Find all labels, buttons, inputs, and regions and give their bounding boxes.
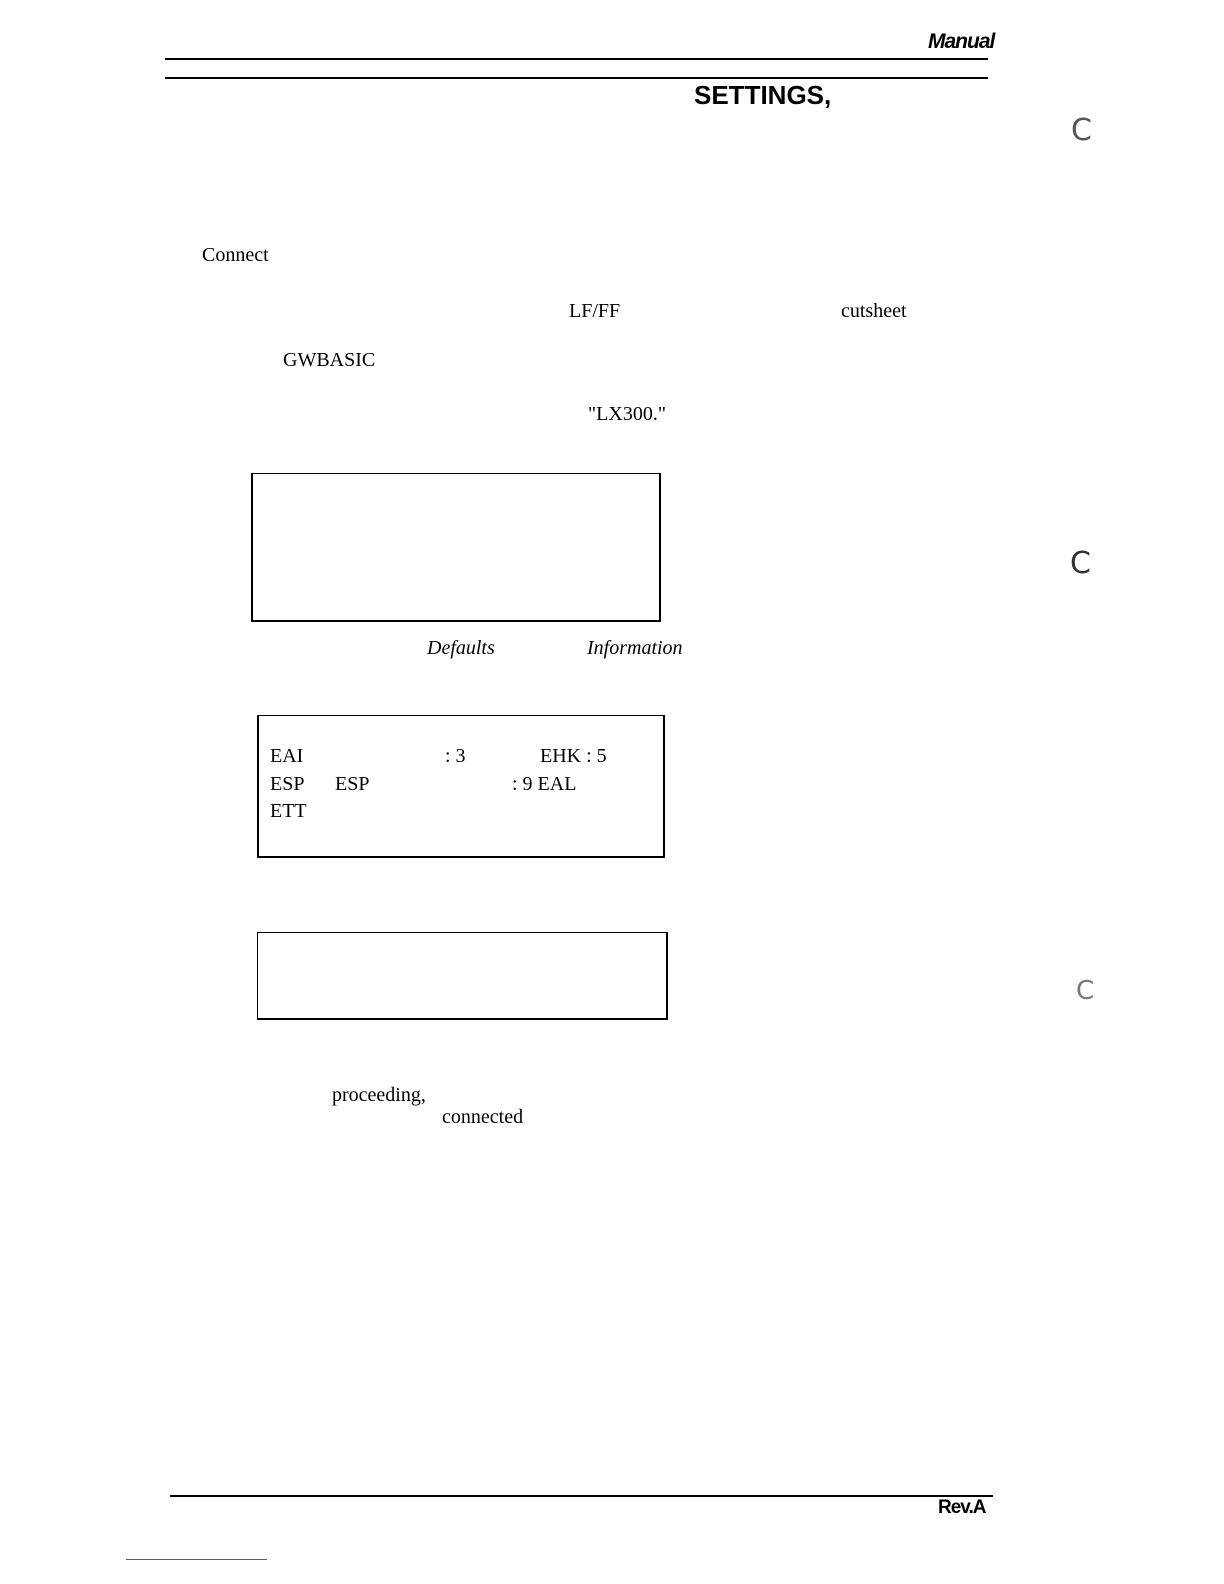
box2-row3-col1: ETT bbox=[270, 800, 307, 822]
binder-hole-mark-icon: C bbox=[1070, 546, 1091, 581]
box2-row1-col2: : 3 bbox=[445, 745, 466, 767]
gwbasic-text: GWBASIC bbox=[283, 349, 376, 371]
text-box-2 bbox=[257, 715, 665, 858]
box2-row2-col1: ESP bbox=[270, 773, 305, 795]
footer-rule bbox=[170, 1495, 993, 1497]
box2-row1-col3: EHK : 5 bbox=[540, 745, 607, 767]
connect-text: Connect bbox=[202, 244, 269, 266]
box2-row2-col2: ESP bbox=[335, 773, 370, 795]
text-box-3 bbox=[257, 932, 668, 1020]
binder-hole-mark-icon: C bbox=[1076, 976, 1095, 1006]
section-heading: SETTINGS, bbox=[694, 80, 832, 110]
link-underline[interactable] bbox=[126, 1559, 267, 1560]
caption-defaults: Defaults bbox=[427, 637, 495, 659]
lx300-text: "LX300." bbox=[588, 403, 666, 425]
proceeding-text: proceeding, bbox=[332, 1084, 426, 1106]
lfff-text: LF/FF bbox=[569, 300, 621, 322]
box2-row1-col1: EAI bbox=[270, 745, 304, 767]
cutsheet-text: cutsheet bbox=[841, 300, 907, 322]
caption-information: Information bbox=[587, 637, 683, 659]
binder-hole-mark-icon: C bbox=[1071, 113, 1092, 148]
header-rule-bottom bbox=[165, 77, 988, 79]
footer-rev: Rev.A bbox=[938, 1497, 986, 1518]
header-title: Manual bbox=[928, 30, 995, 53]
header-rule-top bbox=[165, 58, 988, 60]
connected-text: connected bbox=[442, 1106, 524, 1128]
box2-row2-col3: : 9 EAL bbox=[512, 773, 577, 795]
text-box-1 bbox=[251, 473, 661, 622]
